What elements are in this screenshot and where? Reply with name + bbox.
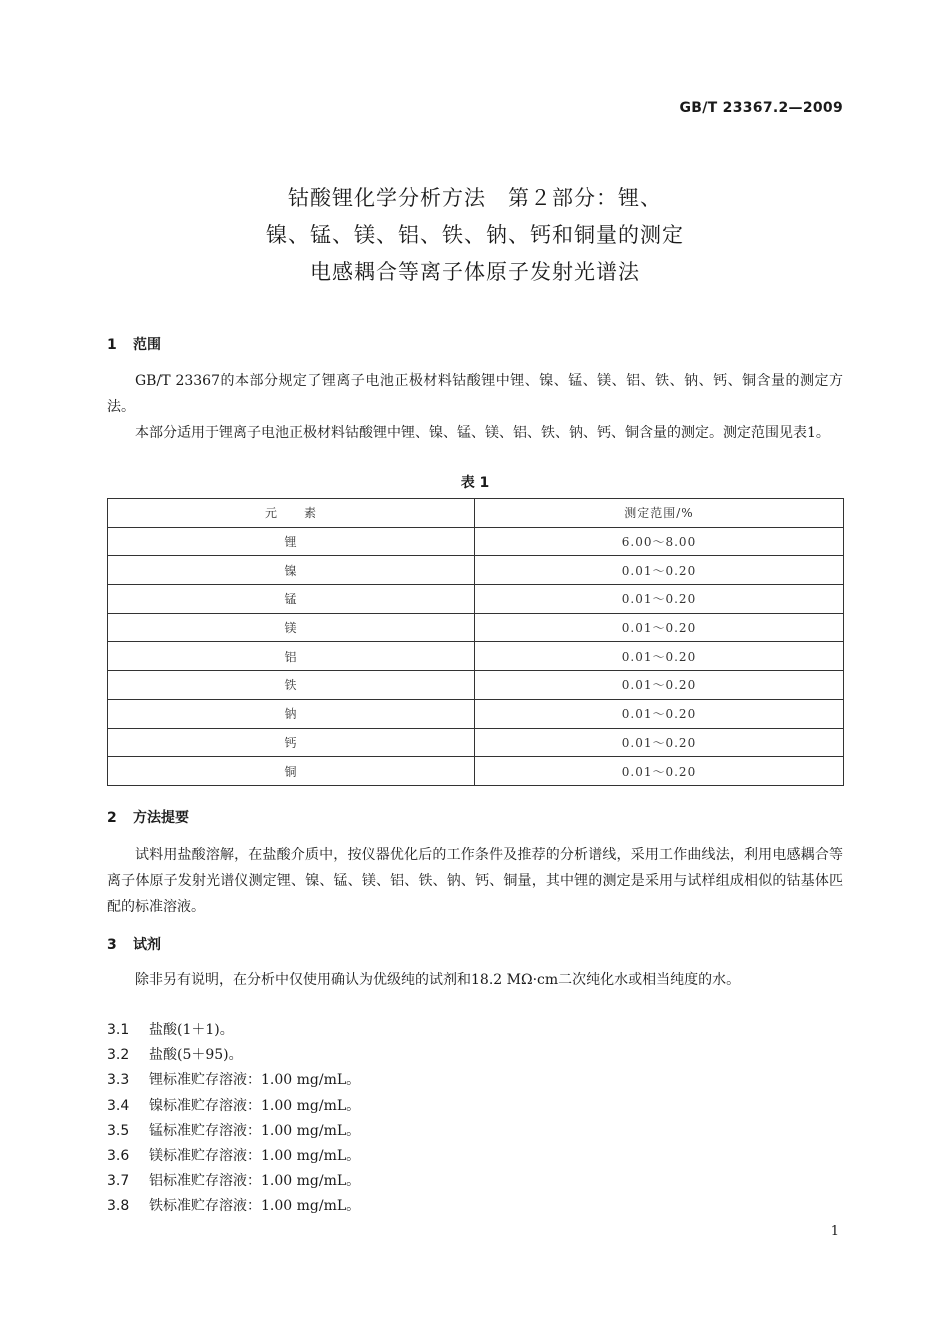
table-row xyxy=(108,699,844,728)
item-number: 3.3 xyxy=(107,1072,130,1089)
item-text: 锰标准贮存溶液：1.00 mg/mL。 xyxy=(149,1122,361,1139)
title-line-1: 钴酸锂化学分析方法 第２部分：锂、 xyxy=(288,186,662,210)
section-2-paragraph: 试料用盐酸溶解，在盐酸介质中，按仪器优化后的工作条件及推荐的分析谱线，采用工作曲线法，利用电感耦合等离子体原子发射光谱仪测定锂、镍、锰、镁、铝、铁、钠、钙、铜量，其中锂的测定是采用与试样组成相似的钴基体匹配的标准溶液。 xyxy=(107,847,843,915)
range-cell: 0.01～0.20 xyxy=(475,642,844,671)
section-number: 2 xyxy=(107,810,117,826)
item-number: 3.1 xyxy=(107,1022,130,1038)
list-item xyxy=(107,1119,360,1144)
list-item xyxy=(107,1043,360,1068)
page-number: 1 xyxy=(830,1224,839,1239)
list-item xyxy=(107,1169,360,1194)
item-number: 3.4 xyxy=(107,1097,130,1114)
list-item xyxy=(107,1018,360,1043)
element-cell: 钠 xyxy=(108,699,475,728)
standard-code: GB/T 23367.2—2009 xyxy=(679,100,843,116)
range-cell: 0.01～0.20 xyxy=(475,699,844,728)
list-item xyxy=(107,1094,360,1119)
item-text: 铁标准贮存溶液：1.00 mg/mL。 xyxy=(149,1198,361,1215)
item-number: 3.2 xyxy=(107,1047,130,1064)
element-cell: 钙 xyxy=(108,728,475,757)
title-line-3: 电感耦合等离子体原子发射光谱法 xyxy=(310,260,640,284)
section-2-heading xyxy=(107,807,189,827)
range-cell: 0.01～0.20 xyxy=(475,757,844,786)
item-text: 盐酸(5＋95)。 xyxy=(149,1047,243,1064)
table-row xyxy=(108,642,844,671)
item-number: 3.7 xyxy=(107,1173,130,1190)
document-title xyxy=(0,180,950,291)
section-title: 试剂 xyxy=(133,937,161,953)
range-cell: 6.00～8.00 xyxy=(475,527,844,556)
element-cell: 铜 xyxy=(108,757,475,786)
item-text: 镁标准贮存溶液：1.00 mg/mL。 xyxy=(149,1147,361,1164)
table-row xyxy=(108,671,844,700)
item-text: 镍标准贮存溶液：1.00 mg/mL。 xyxy=(149,1097,361,1114)
range-cell: 0.01～0.20 xyxy=(475,556,844,585)
range-cell: 0.01～0.20 xyxy=(475,613,844,642)
header-range: 测定范围/% xyxy=(475,499,844,528)
table-row xyxy=(108,527,844,556)
item-text: 锂标准贮存溶液：1.00 mg/mL。 xyxy=(149,1072,361,1089)
header-element: 元 素 xyxy=(108,499,475,528)
element-cell: 锂 xyxy=(108,527,475,556)
section-number: 1 xyxy=(107,337,117,353)
section-3-heading xyxy=(107,934,161,954)
section-number: 3 xyxy=(107,937,117,953)
item-number: 3.6 xyxy=(107,1147,130,1164)
section-3-paragraph: 除非另有说明，在分析中仅使用确认为优级纯的试剂和18.2 MΩ·cm二次纯化水或相当纯度的水。 xyxy=(135,972,741,988)
table-caption: 表 1 xyxy=(460,475,490,491)
range-cell: 0.01～0.20 xyxy=(475,585,844,614)
list-item xyxy=(107,1068,360,1093)
element-cell: 锰 xyxy=(108,585,475,614)
section-title: 范围 xyxy=(133,337,161,353)
section-title: 方法提要 xyxy=(133,810,189,826)
title-line-2: 镍、锰、镁、铝、铁、钠、钙和铜量的测定 xyxy=(266,223,684,247)
range-table xyxy=(107,498,844,786)
list-item xyxy=(107,1144,360,1169)
section-1-heading xyxy=(107,334,161,354)
table-row xyxy=(108,613,844,642)
range-cell: 0.01～0.20 xyxy=(475,728,844,757)
item-number: 3.8 xyxy=(107,1198,130,1215)
section-1-paragraph-2: 本部分适用于锂离子电池正极材料钴酸锂中锂、镍、锰、镁、铝、铁、钠、钙、铜含量的测定。测定范围见表1。 xyxy=(135,425,830,441)
table-row xyxy=(108,757,844,786)
table-row xyxy=(108,585,844,614)
element-cell: 镁 xyxy=(108,613,475,642)
section-1-paragraph-1: GB/T 23367的本部分规定了锂离子电池正极材料钴酸锂中锂、镍、锰、镁、铝、铁、钠、钙、铜含量的测定方法。 xyxy=(107,373,843,415)
element-cell: 铝 xyxy=(108,642,475,671)
element-cell: 镍 xyxy=(108,556,475,585)
item-text: 盐酸(1＋1)。 xyxy=(149,1022,234,1038)
item-text: 铝标准贮存溶液：1.00 mg/mL。 xyxy=(149,1173,361,1190)
reagent-list xyxy=(107,1018,360,1220)
range-cell: 0.01～0.20 xyxy=(475,671,844,700)
table-row xyxy=(108,728,844,757)
list-item xyxy=(107,1194,360,1219)
element-cell: 铁 xyxy=(108,671,475,700)
table-row xyxy=(108,556,844,585)
item-number: 3.5 xyxy=(107,1122,130,1139)
table-header-row xyxy=(108,499,844,528)
